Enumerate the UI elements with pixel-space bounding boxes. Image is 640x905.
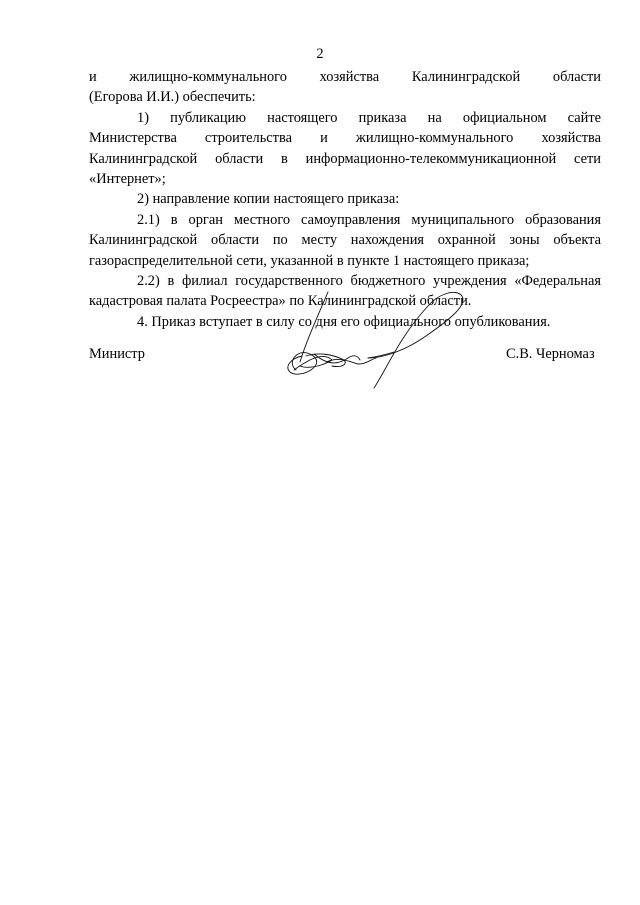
text-line: (Егорова И.И.) обеспечить: (89, 89, 256, 106)
text-line: кадастровая палата Росреестра» по Калининградской области. (89, 293, 472, 310)
handwritten-signature (270, 280, 480, 390)
text-line: 2.1) в орган местного самоуправления муниципального образования (137, 211, 601, 228)
text-line: и жилищно-коммунального хозяйства Калининградской области (89, 69, 601, 85)
paragraph-obligation-intro (89, 67, 601, 108)
text-line: 4. Приказ вступает в силу со дня его официального опубликования. (137, 313, 551, 330)
text-line: 2.2) в филиал государственного бюджетного учреждения «Федеральная (137, 273, 601, 290)
text-line: Министерства строительства и жилищно-коммунального хозяйства (89, 130, 601, 147)
signatory-role: Министр (89, 346, 145, 362)
text-line: «Интернет»; (89, 171, 166, 188)
signatory-name: С.В. Черномаз (506, 346, 595, 362)
paragraph-item-2-1 (89, 210, 601, 271)
text-line: газораспределительной сети, указанной в пункте 1 настоящего приказа; (89, 252, 530, 269)
text-line: Калининградской области в информационно-телекоммуникационной сети (89, 150, 601, 167)
text-line: 2) направление копии настоящего приказа: (137, 191, 400, 208)
paragraph-item-2 (89, 189, 601, 209)
paragraph-item-1 (89, 108, 601, 190)
text-line: 1) публикацию настоящего приказа на официальном сайте (137, 109, 601, 126)
page-number: 2 (316, 46, 324, 62)
text-line: Калининградской области по месту нахождения охранной зоны объекта (89, 232, 601, 249)
